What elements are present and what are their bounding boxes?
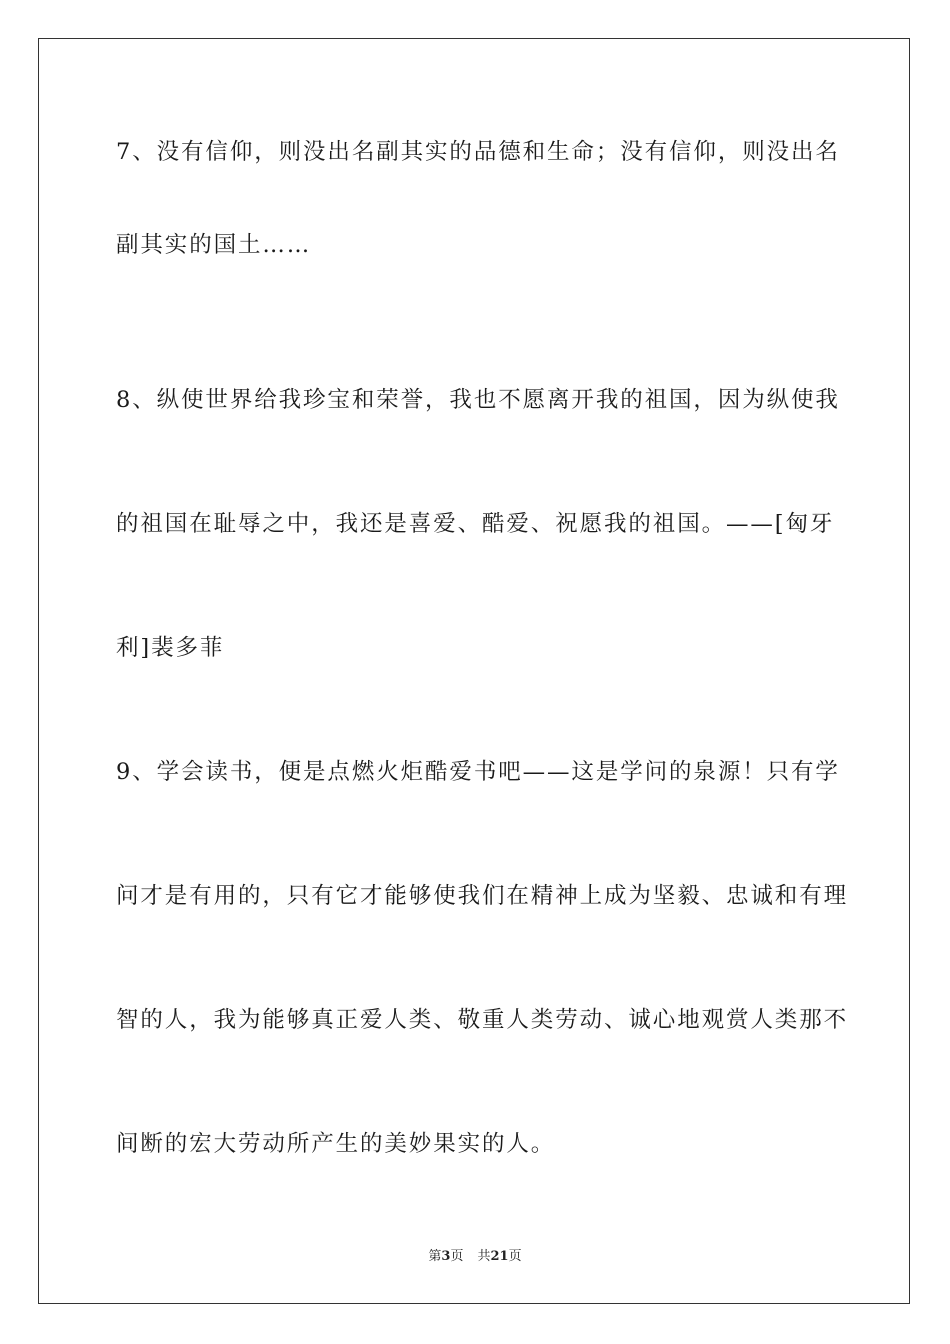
paragraph-line: 的祖国在耻辱之中，我还是喜爱、酷爱、祝愿我的祖国。——[匈牙	[116, 511, 835, 537]
page-border	[38, 38, 910, 1304]
page-footer	[0, 1248, 950, 1266]
total-suffix: 页	[508, 1249, 522, 1264]
paragraph-line: 8、纵使世界给我珍宝和荣誉，我也不愿离开我的祖国，因为纵使我	[116, 387, 840, 413]
total-page-number: 21	[490, 1249, 509, 1264]
paragraph-line: 9、学会读书，便是点燃火炬酷爱书吧——这是学问的泉源！只有学	[116, 759, 840, 785]
paragraph-line: 7、没有信仰，则没出名副其实的品德和生命；没有信仰，则没出名	[116, 139, 840, 165]
paragraph-line: 利]裴多菲	[116, 635, 225, 661]
paragraph-line: 问才是有用的，只有它才能够使我们在精神上成为坚毅、忠诚和有理	[116, 883, 849, 909]
paragraph-line: 间断的宏大劳动所产生的美妙果实的人。	[116, 1131, 556, 1157]
total-prefix: 共	[477, 1249, 491, 1264]
paragraph-line: 副其实的国土……	[116, 232, 312, 258]
page-prefix: 第	[428, 1249, 442, 1264]
paragraph-line: 智的人，我为能够真正爱人类、敬重人类劳动、诚心地观赏人类那不	[116, 1007, 849, 1033]
current-page-number: 3	[441, 1249, 451, 1264]
page-suffix: 页	[450, 1249, 464, 1264]
